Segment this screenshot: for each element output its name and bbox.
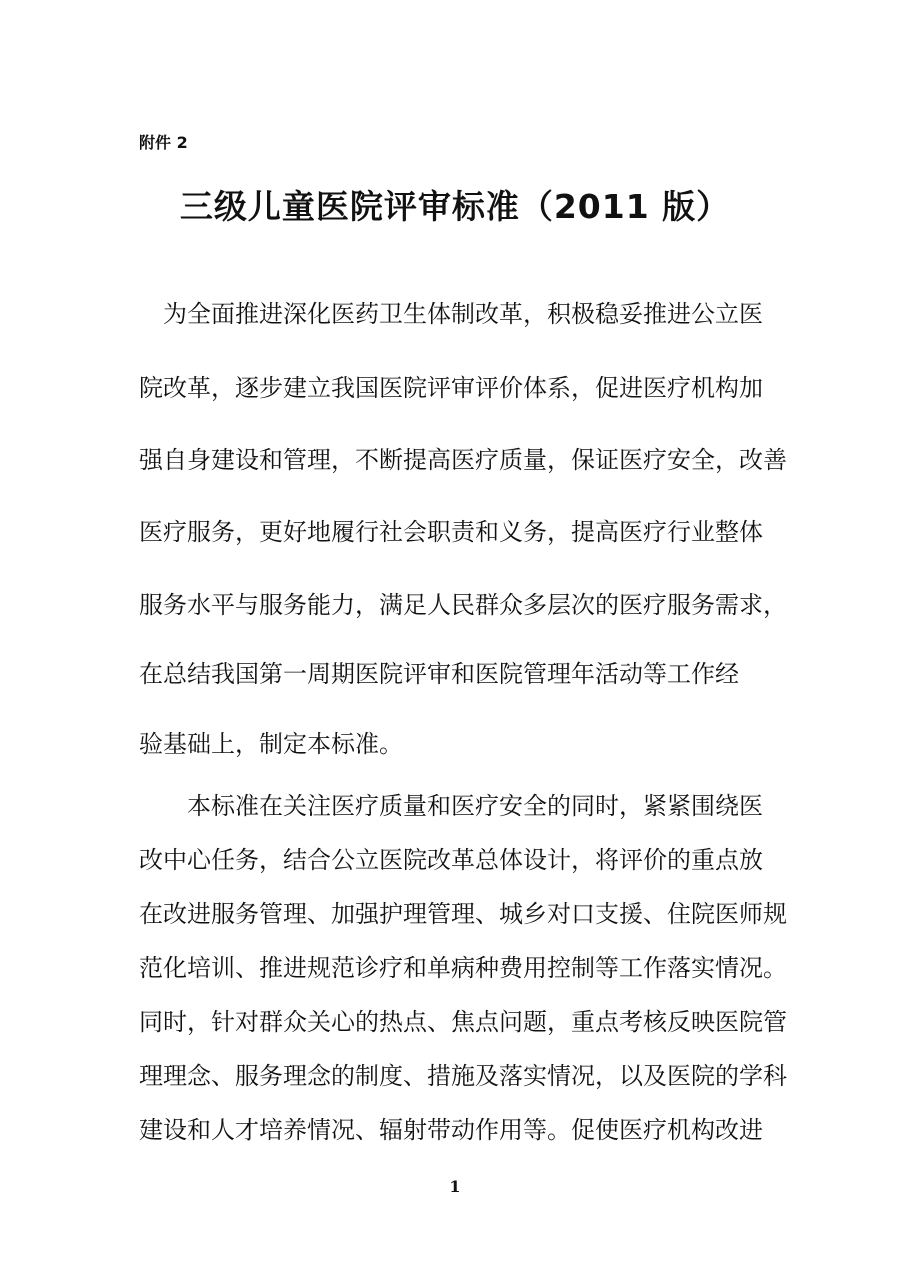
paragraph-1-line: 医疗服务，更好地履行社会职责和义务，提高医疗行业整体: [139, 518, 763, 546]
paragraph-1-line: 为全面推进深化医药卫生体制改革，积极稳妥推进公立医: [163, 300, 763, 328]
paragraph-2-line: 本标准在关注医疗质量和医疗安全的同时，紧紧围绕医: [187, 792, 763, 820]
paragraph-1-line: 院改革，逐步建立我国医院评审评价体系，促进医疗机构加: [139, 374, 763, 402]
attachment-label: 附件 2: [139, 133, 188, 152]
paragraph-2-line: 同时，针对群众关心的热点、焦点问题，重点考核反映医院管: [139, 1008, 787, 1036]
paragraph-1-line: 在总结我国第一周期医院评审和医院管理年活动等工作经: [139, 660, 739, 688]
paragraph-2-line: 理理念、服务理念的制度、措施及落实情况，以及医院的学科: [139, 1062, 787, 1090]
paragraph-2-line: 在改进服务管理、加强护理管理、城乡对口支援、住院医师规: [139, 900, 787, 928]
paragraph-1-line: 强自身建设和管理，不断提高医疗质量，保证医疗安全，改善: [139, 446, 787, 474]
page-number: 1: [449, 1177, 461, 1196]
paragraph-2-line: 建设和人才培养情况、辐射带动作用等。促使医疗机构改进: [139, 1116, 763, 1144]
document-title: 三级儿童医院评审标准（2011 版）: [179, 187, 731, 226]
paragraph-2-line: 改中心任务，结合公立医院改革总体设计，将评价的重点放: [139, 846, 763, 874]
paragraph-2-line: 范化培训、推进规范诊疗和单病种费用控制等工作落实情况。: [139, 954, 787, 982]
paragraph-1-line: 验基础上，制定本标准。: [139, 730, 403, 758]
paragraph-1-line: 服务水平与服务能力，满足人民群众多层次的医疗服务需求，: [139, 591, 787, 619]
